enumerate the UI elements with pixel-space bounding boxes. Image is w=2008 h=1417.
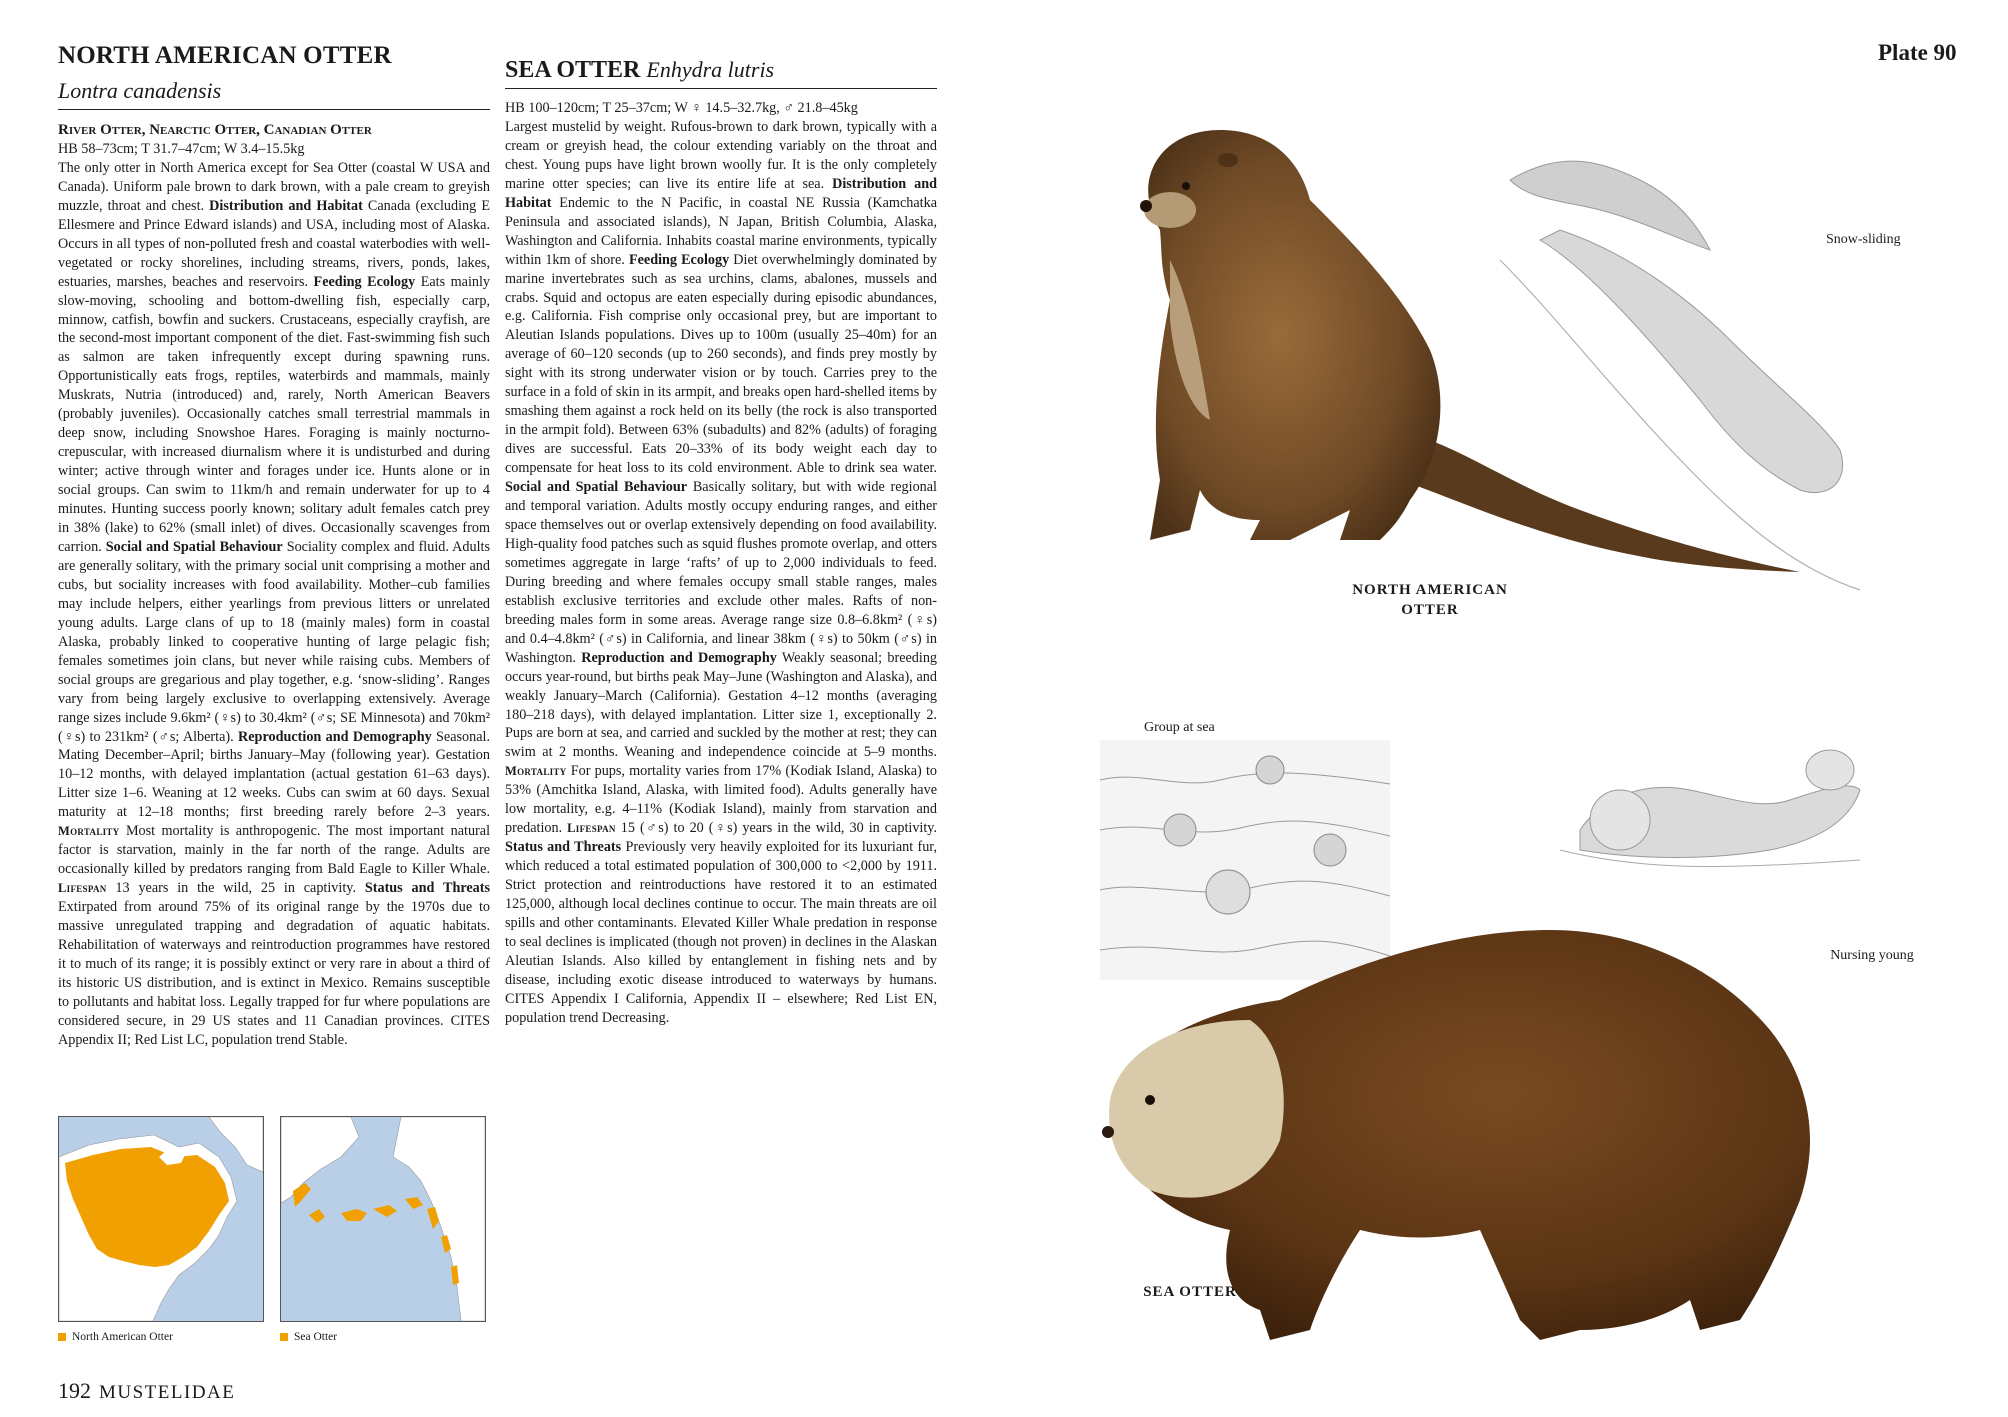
species-account-north-american-otter <box>58 159 490 1050</box>
legend-swatch <box>280 1333 288 1341</box>
heading-feeding-2: Feeding Ecology <box>628 251 730 268</box>
north-america-map-svg <box>59 1117 263 1321</box>
sea-otter-common-name: SEA OTTER <box>505 57 641 83</box>
scientific-name-enhydra: Enhydra lutris <box>646 57 775 82</box>
caption-sea-otter: SEA OTTER <box>1143 1284 1237 1300</box>
heading-mortality-2: Mortality <box>505 764 567 779</box>
lifespan-text: 13 years in the wild, 25 in captivity. <box>115 880 357 897</box>
heading-mortality: Mortality <box>58 824 120 839</box>
heading-distribution: Distribution and Habitat <box>209 197 363 214</box>
feeding-text: Eats mainly slow-moving, schooling and bottom-dwelling fish, especially carp, minnow, catfish, bowfin and suckers. Crustaceans, especially crayfish, are the second-most important component of the diet. Fast-swimming fish such as salmon are taken infrequently except during spawning runs. Opportunistically eats frogs, reptiles, waterbirds and mammals, mainly Muskrats, Nutria (introduced) and, rarely, North American Beavers (probably juveniles). Occasionally catches small terrestrial mammals in deep snow, including Snowshoe Hares. Foraging is mainly nocturno-crepuscular, with increased diurnalism where it is undisturbed and during winter; active through winter and forages under ice. Hunts alone or in social groups. Can swim to 11km/h and remain underwater for up to 4 minutes. Hunting success poorly known; solitary adult females catch prey in 38% (lake) to 62% (small inlet) of dives. Occasionally scavenges from carrion. <box>58 273 491 555</box>
measurements: HB 58–73cm; T 31.7–47cm; W 3.4–15.5kg <box>58 140 305 157</box>
heading-lifespan: Lifespan <box>58 881 107 896</box>
plate-label: Plate 90 <box>1878 40 1957 65</box>
text-column-1 <box>58 121 490 1050</box>
caption-north-american-otter: NORTH AMERICAN OTTER <box>1352 582 1508 618</box>
status-text-2: Previously very heavily exploited for its luxuriant fur, which reduced a total estimated population of 300,000 to <2,000 by 1911. Strict protection and reintroductions have restored it to an estimated 125,000, although local declines continue to occur. The main threats are oil spills and other contaminants. Elevated Killer Whale predation in response to seal declines is implicated (though not proven) in declines in the Alaskan Aleutian Islands. Also killed by entanglement in fishing nets and by disease, including exotic disease introduced to waterways by humans. CITES Appendix I California, Appendix II – elsewhere; Red List EN, population trend Decreasing. <box>505 839 938 1026</box>
heading-lifespan-2: Lifespan <box>567 821 616 836</box>
title-rule <box>58 109 490 110</box>
measurements-sea-otter: HB 100–120cm; T 25–37cm; W ♀ 14.5–32.7kg, ♂ 21.8–45kg <box>505 100 858 116</box>
social-text-2: Basically solitary, but with wide regional and temporal variation. Adults mostly occupy enduring ranges, and either space themselves out or overlap extensively depending on food availability. High-quality food patches such as squid flushes promote overlap, and otters sometimes aggregate in large ‘rafts’ of up to 2,000 individuals to feed. During breeding and where females occupy small stable ranges, males establish exclusive territories and exclude other males. Rafts of non-breeding males form in some areas. Average range size 0.8–6.8km² (♀s) and 0.4–4.8km² (♂s) in California, and linear 38km (♀s) to 50km (♂s) in Washington. <box>505 479 937 666</box>
page-number: 192 <box>58 1378 91 1403</box>
caption-group-at-sea: Group at sea <box>1144 720 1215 735</box>
map-legend-2 <box>280 1331 337 1343</box>
distribution-text-2: Endemic to the N Pacific, in coastal NE Russia (Kamchatka Peninsula and associated islands), N Japan, British Columbia, Alaska, Washington and California. Inhabits coastal marine environments, typically within 1km of shore. <box>505 194 937 268</box>
species-title-north-american-otter: NORTH AMERICAN OTTER <box>58 42 392 69</box>
legend-label: Sea Otter <box>294 1331 338 1343</box>
heading-status: Status and Threats <box>364 880 491 897</box>
scientific-name-lontra: Lontra canadensis <box>58 78 222 103</box>
heading-reproduction: Reproduction and Demography <box>238 728 432 745</box>
heading-status-2: Status and Threats <box>505 839 622 856</box>
page-footer <box>58 1378 235 1404</box>
intro-text-2: Largest mustelid by weight. Rufous-brown to dark brown, typically with a cream or greyish head, the colour extending variably on the throat and chest. Young pups have light brown woolly fur. It is the only completely marine otter species; can live its entire life at sea. <box>505 118 937 192</box>
distribution-text: Canada (excluding E Ellesmere and Prince Edward islands) and USA, including most of Alaska. Occurs in all types of non-polluted fresh and coastal waterbodies with well-vegetated or rocky shorelines, including streams, rivers, ponds, lakes, estuaries, marshes, beaches and reservoirs. <box>58 197 490 290</box>
intro-text: The only otter in North America except for Sea Otter (coastal W USA and Canada). Uniform pale brown to dark brown, with a pale cream to greyish muzzle, throat and chest. <box>58 159 490 214</box>
family-name: MUSTELIDAE <box>99 1382 236 1403</box>
map-legend-1 <box>58 1331 173 1343</box>
mortality-text: Most mortality is anthropogenic. The most important natural factor is starvation, mainly in the far north of the range. Adults are occasionally killed by predators ranging from Bald Eagle to Killer Whale. <box>58 823 491 878</box>
heading-distribution-2: Distribution and Habitat <box>505 175 938 211</box>
status-text: Extirpated from around 75% of its original range by the 1970s due to massive unregulated trapping and degradation of aquatic habitats. Rehabilitation of waterways and reintroduction programmes have restored it to much of its range; it is possibly extinct or very rare in about a third of its historic US distribution, and is extinct in Mexico. Remains susceptible to pollutants and habitat loss. Legally trapped for fur where populations are considered secure, in 29 US states and 11 Canadian provinces. CITES Appendix II; Red List LC, population trend Stable. <box>58 899 490 1048</box>
legend-swatch <box>58 1333 66 1341</box>
snow-sliding-sketch <box>1500 120 1860 590</box>
species-title-sea-otter <box>505 56 937 84</box>
range-map-sea-otter <box>280 1116 486 1322</box>
north-pacific-map-svg <box>281 1117 485 1321</box>
species-account-sea-otter <box>505 118 937 1028</box>
nursing-young-sketch <box>1560 720 1860 880</box>
lifespan-text-2: 15 (♂s) to 20 (♀s) years in the wild, 30 in captivity. <box>620 820 938 837</box>
reproduction-text: Seasonal. Mating December–April; births January–May (following year). Gestation 10–12 months, with delayed implantation (actual gestation 61–63 days). Litter size 1–6. Weaning at 12 weeks. Cubs can swim at 60 days. Sexual maturity at 12–18 months; first breeding rarely before 2–3 years. <box>58 728 491 821</box>
heading-social-2: Social and Spatial Behaviour <box>505 479 688 496</box>
text-column-2 <box>505 48 937 1028</box>
heading-reproduction-2: Reproduction and Demography <box>581 649 777 666</box>
legend-label: North American Otter <box>72 1331 173 1343</box>
heading-social: Social and Spatial Behaviour <box>105 538 283 555</box>
title-rule-2 <box>505 88 937 89</box>
mortality-text-2: For pups, mortality varies from 17% (Kodiak Island, Alaska) to 53% (Amchitka Island, Alaska, with limited food). Adults generally have low mortality, e.g. 4–11% (Kodiak Island), mainly from starvation and predation. <box>505 763 937 837</box>
range-map-north-american-otter <box>58 1116 264 1322</box>
alt-names: River Otter, Nearctic Otter, Canadian Otter <box>58 122 372 138</box>
social-text: Sociality complex and fluid. Adults are generally solitary, with the primary social unit comprising a mother and cubs, but sociality increases with food availability. Mother–cub families may include helpers, either yearlings from previous litters or unrelated young adults. Large clans of up to 18 (mainly males) form in coastal Alaska, probably linked to cooperative hunting of large pelagic fish; females sometimes join clans, but never while raising cubs. Members of social groups are gregarious and play together, e.g. ‘snow-sliding’. Ranges vary from being largely exclusive to overlapping extensively. Average range sizes include 9.6km² (♀s) to 30.4km² (♂s; SE Minnesota) and 70km² (♀s) to 231km² (♂s; Alberta). <box>58 538 491 745</box>
caption-snow-sliding: Snow-sliding <box>1826 232 1901 247</box>
feeding-text-2: Diet overwhelmingly dominated by marine invertebrates such as sea urchins, clams, abalones, mussels and crabs. Squid and octopus are eaten especially during episodic abundances, e.g. California. Fish comprise only occasional prey, but are important to Aleutian Islands populations. Dives up to 100m (usually 25–40m) for an average of 60–120 seconds (up to 260 seconds), and finds prey mostly by sight with its strong underwater vision or by touch. Carries prey to the surface in a fold of skin in its armpit, and breaks open hard-shelled items by smashing them against a rock held on its belly (the rock is also transported in the armpit fold). Between 63% (subadults) and 82% (adults) of foraging dives are successful. Eats 20–33% of its body weight each day to compensate for heat loss to its cold environment. Able to drink sea water. <box>505 251 938 477</box>
reproduction-text-2: Weakly seasonal; breeding occurs year-round, but births peak May–June (Washington and Alaska), and weakly January–March (California). Gestation 4–12 months (averaging 180–218 days), with delayed implantation. Litter size 1, exceptionally 2. Pups are born at sea, and carried and suckled by the mother at rest; they can swim at 2 months. Weaning and independence coincide at 5–9 months. <box>505 649 938 761</box>
caption-nursing-young: Nursing young <box>1830 948 1914 963</box>
heading-feeding: Feeding Ecology <box>313 273 416 290</box>
